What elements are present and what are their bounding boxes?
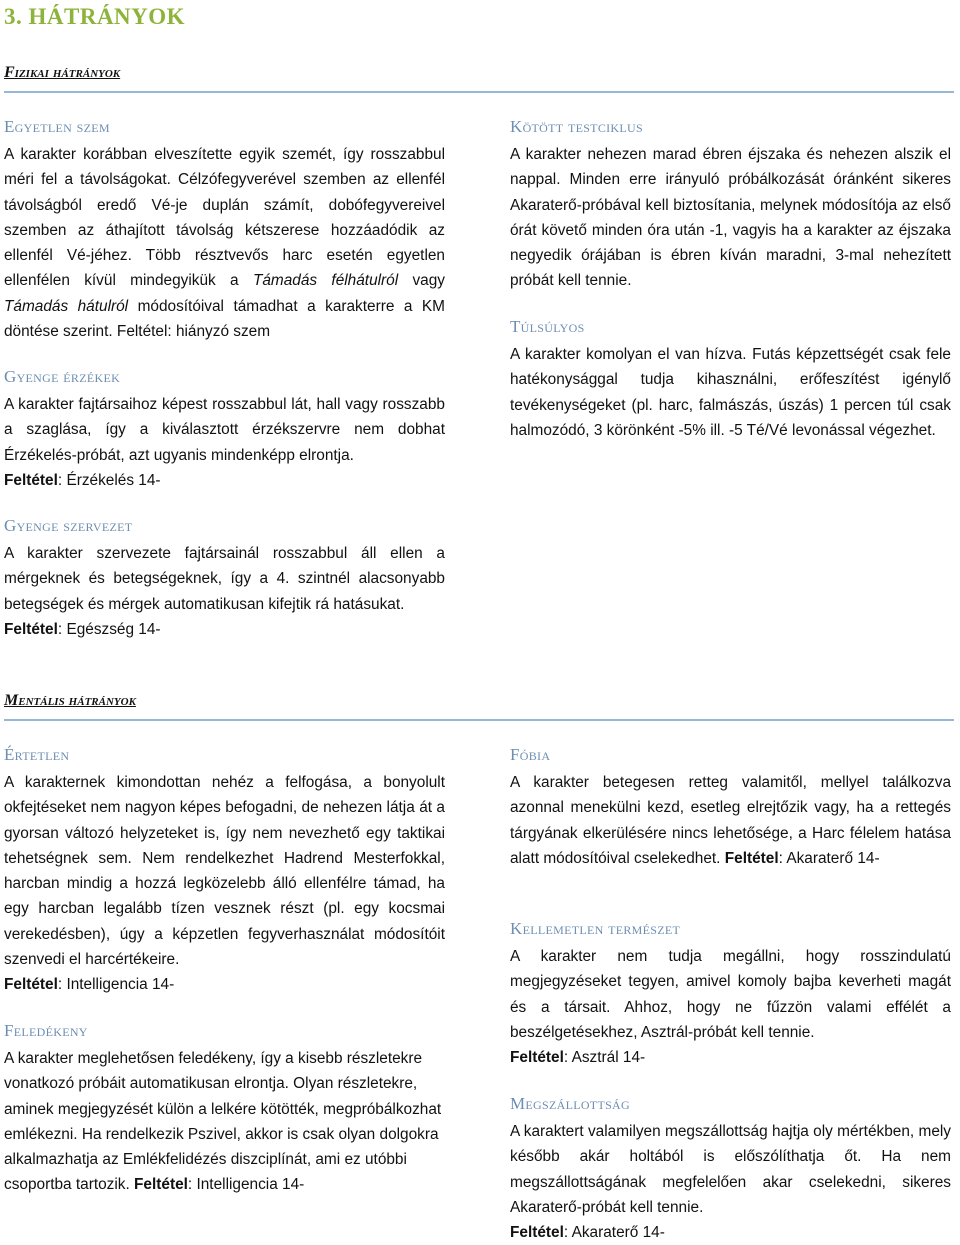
- section-divider: [4, 719, 954, 721]
- block-text: A karakter fajtársaihoz képest rosszabbul lát, hall vagy rosszabb a szaglása, így a kiválasztott érzékszervre nem dobhat Érzékelés-próbát, azt ugyanis mindenképp elrontja.: [4, 396, 445, 464]
- condition-label: Feltétel: [510, 1224, 564, 1242]
- block-gyenge-szervezet: [4, 515, 445, 642]
- block-fobia: [510, 744, 951, 871]
- block-condition: Feltétel: Akaraterő 14-: [510, 1224, 665, 1242]
- condition-label: Feltétel: [510, 1049, 564, 1067]
- block-condition: Feltétel: Érzékelés 14-: [4, 471, 161, 489]
- section-title-mental: Mentális hátrányok: [4, 692, 136, 709]
- block-condition: Feltétel: Asztrál 14-: [510, 1049, 646, 1067]
- condition-label: Feltétel: [4, 471, 58, 489]
- page-title: 3. HÁTRÁNYOK: [4, 4, 186, 29]
- block-title: Kötött testciklus: [510, 117, 643, 136]
- condition-label: Feltétel: [4, 976, 58, 994]
- block-text: A karakter nehezen marad ébren éjszaka és nehezen alszik el nappal. Minden erre irányuló próbálkozását óránként sikeres Akaraterő-próbával kell biztosítania, melynek módosítója az első órát követő minden óra után -1, vagyis ha a karakter az éjszaka negyedik órájában is ébren kíván maradni, 3-mal nehezített próbát kell tennie.: [510, 146, 951, 290]
- block-gyenge-erzekek: [4, 366, 445, 493]
- block-title: Feledékeny: [4, 1021, 88, 1040]
- block-egyetlen-szem: [4, 116, 445, 344]
- block-tulsulyos: [510, 316, 951, 443]
- block-text: A karakter meglehetősen feledékeny, így a kisebb részletekre vonatkozó próbáit automatikusan elrontja. Olyan részletekre, aminek megjegyzését külön a lelkére kötötték, megpróbálkozhat emlékezni. Ha rendelkezik Pszivel, akkor is csak olyan dolgokra alkalmazhatja az Emlékfelidézés diszciplínát, ami ez utóbbi csoportba tartozik. Feltétel: Intelligencia 14-: [4, 1050, 442, 1194]
- block-title: Túlsúlyos: [510, 317, 585, 336]
- block-text: A karakter betegesen retteg valamitől, mellyel találkozva azonnal menekülni kezd, esetleg elrejtőzik vagy, ha a rettegés tárgyának elkerülésére nincs lehetősége, a Harc félelem hatása alatt módosítóival cselekedhet. Feltétel: Akaraterő 14-: [510, 774, 951, 867]
- block-text: A karakter korábban elveszítette egyik szemét, így rosszabbul méri fel a távolságokat. Célzófegyverével szemben az ellenfél távolságból eredő Vé-je duplán számít, dobófegyvereivel szemben az áthajított távolság kétszerese hozzáadódik az ellenfél Vé-jéhez. Több résztvevős harc esetén egyetlen ellenfélen kívül mindegyikük a Támadás félhátulról vagy Támadás hátulról módosítóival támadhat a karakterre a KM döntése szerint. Feltétel: hiányzó szem: [4, 146, 445, 341]
- block-kotott-testciklus: [510, 116, 951, 294]
- block-text: A karakter szervezete fajtársainál rosszabbul áll ellen a mérgeknek és betegségeknek, így a 4. szintnél alacsonyabb betegségek és mérgek automatikusan kifejtik rá hatásukat.: [4, 545, 445, 613]
- block-kellemetlen-termeszet: [510, 918, 951, 1070]
- section-title-physical: Fizikai hátrányok: [4, 64, 121, 81]
- block-title: Gyenge szervezet: [4, 516, 133, 535]
- block-condition: Feltétel: Egészség 14-: [4, 620, 161, 638]
- block-title: Gyenge érzékek: [4, 367, 121, 386]
- condition-label: Feltétel: [724, 849, 779, 867]
- block-text: A karaktert valamilyen megszállottság hajtja oly mértékben, mely később akár holtából is előszólíthatja őt. Ha nem megszállottságának megfelelően akar cselekedni, sikeres Akaraterő-próbát kell tennie.: [510, 1123, 951, 1216]
- block-megszallottsag: [510, 1093, 951, 1245]
- condition-label: Feltétel: [4, 620, 58, 638]
- section-divider: [4, 91, 954, 93]
- block-title: Megszállottság: [510, 1094, 630, 1113]
- block-text: A karakter komolyan el van hízva. Futás képzettségét csak fele hatékonysággal tudja kihasználni, erőfeszítést igénylő tevékenységeket (pl. harc, falmászás, úszás) 1 percen túl csak halmozódó, 3 körönként -5% ill. -5 Té/Vé levonással végezhet.: [510, 346, 951, 439]
- block-title: Értetlen: [4, 745, 70, 764]
- block-ertetlen: [4, 744, 445, 998]
- block-text: A karakternek kimondottan nehéz a felfogása, a bonyolult okfejtéseket nem nagyon képes befogadni, de nehezen látja át a gyorsan változó helyzeteket is, így nem nevezhető egy taktikai tehetségnek sem. Nem rendelkezhet Hadrend Mesterfokkal, harcban mindig a hozzá legközelebb álló ellenfélre támad, ha egy harcban legalább tízen vesznek részt (pl. egy kocsmai verekedésben), úgy a képzetlen fegyverhasználat módosítóit szenvedi el harcértékeire.: [4, 774, 445, 969]
- block-title: Egyetlen szem: [4, 117, 110, 136]
- block-feledekeny: [4, 1020, 445, 1198]
- block-title: Kellemetlen természet: [510, 919, 681, 938]
- block-title: Fóbia: [510, 745, 551, 764]
- block-text: A karakter nem tudja megállni, hogy rosszindulatú megjegyzéseket tegyen, amivel komoly bajba keverheti magát és a társait. Ahhoz, hogy ne fűzzön valami effélét a beszélgetésekhez, Asztrál-próbát kell tennie.: [510, 948, 951, 1041]
- condition-label: Feltétel: [134, 1176, 188, 1194]
- block-condition: Feltétel: Intelligencia 14-: [4, 976, 175, 994]
